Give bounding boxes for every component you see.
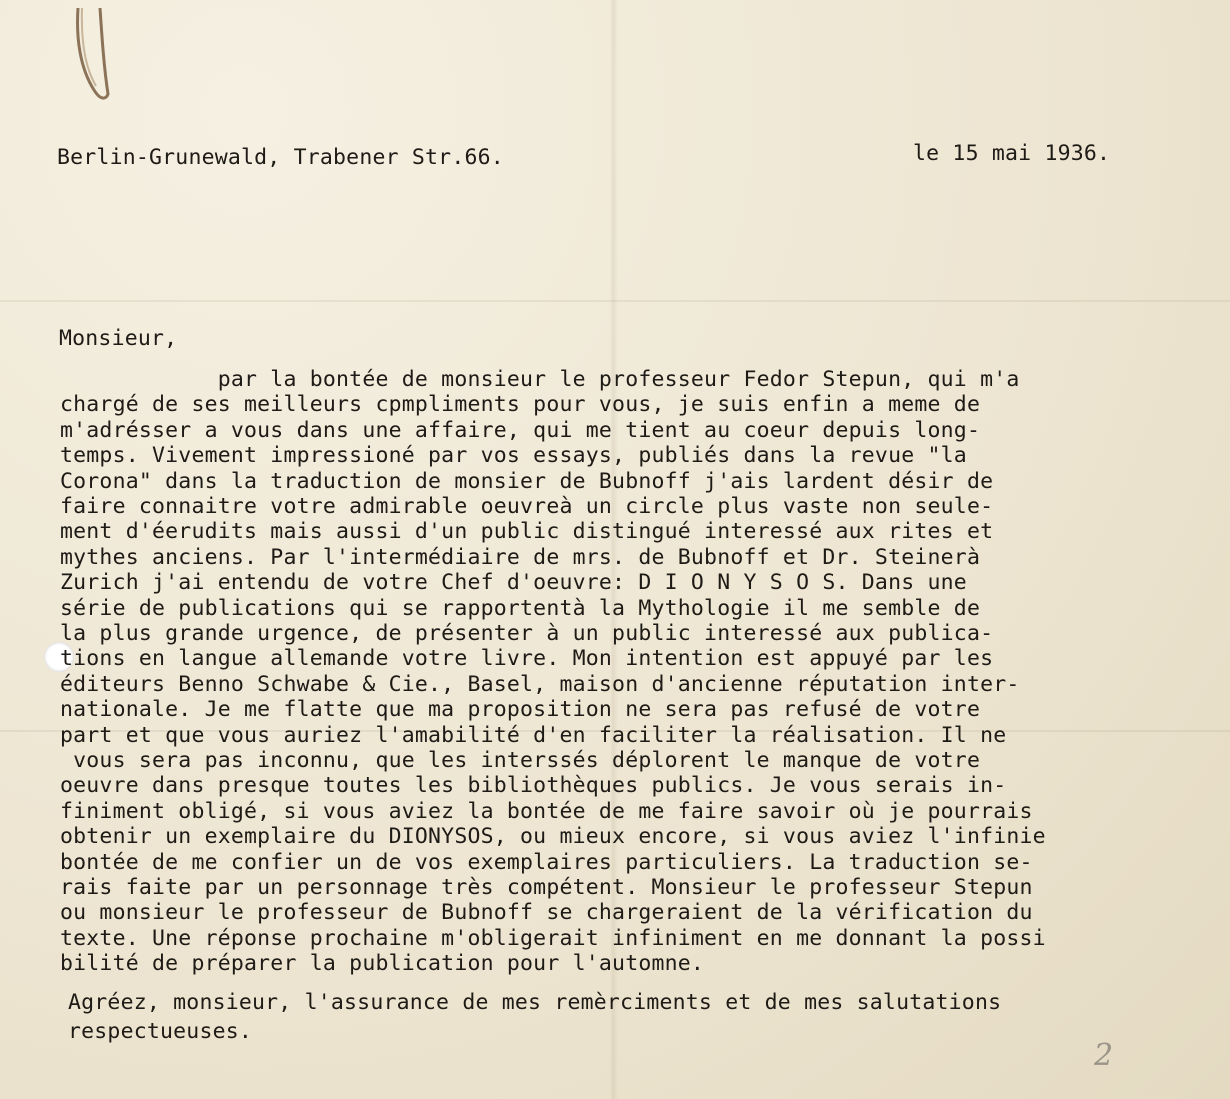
staple-icon: [72, 8, 112, 103]
sender-address: Berlin-Grunewald, Trabener Str.66.: [57, 145, 504, 170]
body-line: bilité de préparer la publication pour l'automne.: [60, 951, 705, 977]
body-line: mythes anciens. Par l'intermédiaire de mrs. de Bubnoff et Dr. Steinerà: [60, 544, 981, 570]
body-line: faire connaitre votre admirable oeuvreà un circle plus vaste non seule-: [60, 494, 994, 519]
body-line: la plus grande urgence, de présenter à un public interessé aux publica-: [60, 621, 994, 646]
body-line: obtenir un exemplaire du DIONYSOS, ou mieux encore, si vous aviez l'infinie: [60, 824, 1046, 850]
body-line: texte. Une réponse prochaine m'obligerait infiniment en me donnant la possi: [60, 925, 1046, 951]
body-line: oeuvre dans presque toutes les bibliothèques publics. Je vous serais in-: [60, 773, 1007, 799]
body-line: chargé de ses meilleurs cpmpliments pour vous, je suis enfin a meme de: [60, 392, 981, 418]
fold-crease: [0, 300, 1230, 302]
letter-date: le 15 mai 1936.: [913, 141, 1111, 166]
body-line: tions en langue allemande votre livre. Mon intention est appuyé par les: [60, 646, 994, 672]
body-line: part et que vous auriez l'amabilité d'en faciliter la réalisation. Il ne: [60, 722, 1007, 748]
body-line: m'adrésser a vous dans une affaire, qui me tient au coeur depuis long-: [60, 417, 981, 443]
body-line: nationale. Je me flatte que ma proposition ne sera pas refusé de votre: [60, 697, 981, 723]
body-line: bontée de me confier un de vos exemplaires particuliers. La traduction se-: [60, 849, 1033, 875]
page-number: 2: [1094, 1038, 1114, 1073]
body-line: temps. Vivement impressioné par vos essays, publiés dans la revue "la: [60, 443, 967, 469]
closing-line: respectueuses.: [68, 1019, 253, 1044]
salutation: Monsieur,: [59, 326, 178, 351]
body-line: rais faite par un personnage très compétent. Monsieur le professeur Stepun: [60, 875, 1033, 900]
body-line: série de publications qui se rapportentà la Mythologie il me semble de: [60, 595, 981, 621]
closing-line: Agréez, monsieur, l'assurance de mes remèrciments et de mes salutations: [68, 990, 1002, 1015]
body-line: ment d'éerudits mais aussi d'un public distingué interessé aux rites et: [60, 519, 994, 545]
body-line: finiment obligé, si vous aviez la bontée de me faire savoir où je pourrais: [60, 798, 1033, 824]
body-line: Corona" dans la traduction de monsier de Bubnoff j'ais lardent désir de: [60, 468, 994, 494]
body-line: Zurich j'ai entendu de votre Chef d'oeuvre: D I O N Y S O S. Dans une: [60, 570, 967, 596]
body-line: vous sera pas inconnu, que les interssés déplorent le manque de votre: [60, 748, 981, 773]
body-line: ou monsieur le professeur de Bubnoff se chargeraient de la vérification du: [60, 900, 1033, 926]
body-line: éditeurs Benno Schwabe & Cie., Basel, maison d'ancienne réputation inter-: [60, 671, 1020, 697]
body-line: par la bontée de monsieur le professeur Fedor Stepun, qui m'a: [60, 367, 1020, 392]
